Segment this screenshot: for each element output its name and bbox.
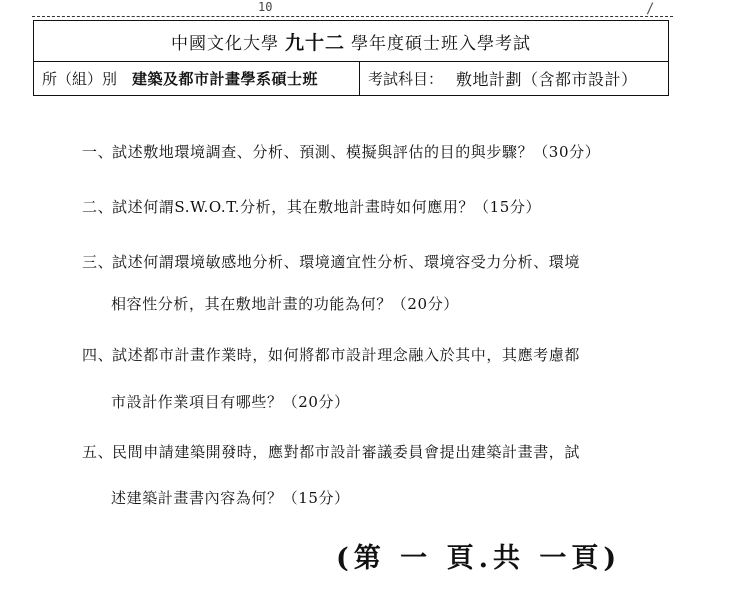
page-footer: (第 一 頁.共 一頁)	[336, 543, 622, 574]
question-5-continuation: 述建築計畫書內容為何？（15分）	[111, 489, 350, 507]
exam-title	[34, 21, 668, 61]
question-2	[82, 198, 541, 216]
question-4	[82, 346, 580, 364]
question-text: 試述都市計畫作業時，如何將都市設計理念融入於其中，其應考慮都	[112, 346, 581, 364]
department-label: 所（組）別	[42, 70, 118, 88]
question-text: 民間申請建築開發時，應對都市設計審議委員會提出建築計畫書，試	[112, 443, 581, 461]
page-number: 10	[258, 0, 273, 14]
department-value: 建築及都市計畫學系碩士班	[130, 62, 360, 95]
question-4-continuation: 市設計作業項目有哪些？（20分）	[111, 393, 350, 411]
question-text: 試述敷地環境調查、分析、預測、模擬與評估的目的與步驟？（30分）	[112, 143, 601, 161]
question-5	[82, 443, 580, 461]
exam-title-text: 學年度碩士班入學考試	[351, 33, 531, 54]
subject-value: 敷地計劃（含都市設計）	[456, 70, 638, 89]
question-text: 試述何謂S.W.O.T.分析，其在敷地計畫時如何應用？（15分）	[112, 198, 542, 216]
question-number: 五、	[82, 443, 114, 461]
top-divider	[32, 16, 673, 17]
question-3	[82, 253, 580, 271]
corner-mark: /	[646, 1, 655, 17]
question-number: 一、	[82, 143, 114, 161]
question-text: 試述何謂環境敏感地分析、環境適宜性分析、環境容受力分析、環境	[112, 253, 581, 271]
question-number: 三、	[82, 253, 114, 271]
session-year: 九十二	[284, 31, 345, 54]
subject-label: 考試科目：	[368, 70, 444, 88]
question-1	[82, 143, 600, 161]
question-3-continuation: 相容性分析，其在敷地計畫的功能為何？（20分）	[111, 295, 459, 313]
exam-header	[33, 20, 669, 96]
exam-info-row	[34, 62, 668, 95]
question-number: 二、	[82, 198, 114, 216]
school-name: 中國文化大學	[170, 33, 279, 54]
question-number: 四、	[82, 346, 114, 364]
